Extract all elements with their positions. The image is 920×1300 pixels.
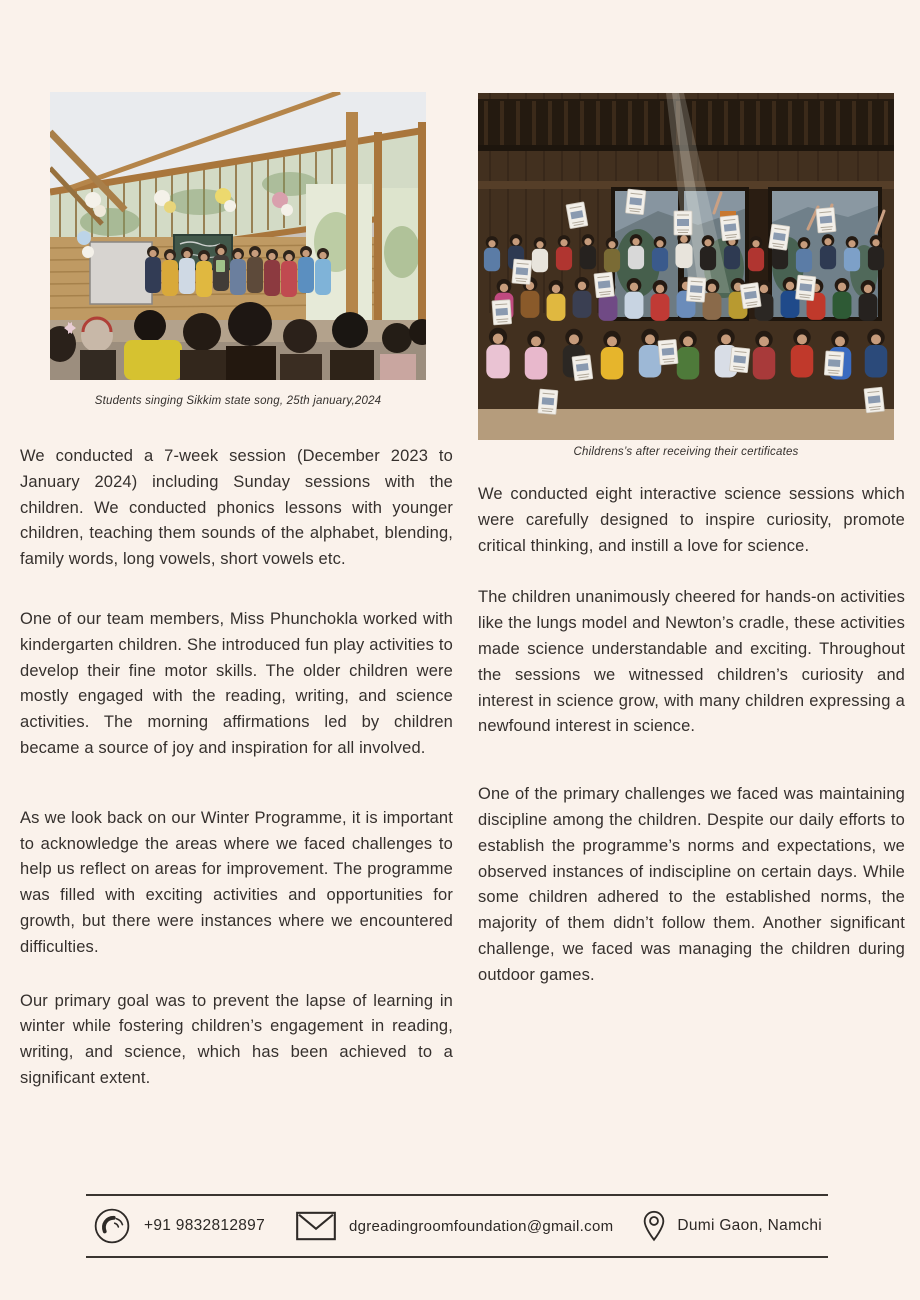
paragraph: The children unanimously cheered for hands-on activities like the lungs model and Newton’s cradle, these activities made science understandable and exciting. Throughout the sessions we witnessed children’s curiosity and interest in science grow, with many children expressing a newfound interest in science. — [478, 588, 905, 736]
left-text-column — [20, 444, 453, 1092]
paragraph: Our primary goal was to prevent the lapse of learning in winter while fostering children’s engagement in reading, writing, and science, which has been achieved to a significant extent. — [20, 991, 453, 1087]
phone-icon — [92, 1206, 132, 1246]
certificates-group-illustration — [478, 93, 894, 440]
students-singing-illustration — [50, 92, 426, 380]
paragraph: As we look back on our Winter Programme, it is important to acknowledge the areas where we faced challenges to help us reflect on areas for improvement. The programme was filled with exciting activities and opportunities for growth, but there were instances where we encountered difficulties. — [20, 808, 453, 956]
email-contact — [295, 1210, 613, 1242]
paragraph: We conducted a 7-week session (December 2023 to January 2024) including Sunday sessions with the children. We conducted phonics lessons with younger children, teaching them sounds of the alphabet, blending, family words, long vowels, short vowels etc. — [20, 447, 453, 569]
mail-icon — [295, 1210, 337, 1242]
students-singing-photo — [50, 92, 426, 380]
contact-footer — [86, 1194, 828, 1258]
certificates-group-photo — [478, 93, 894, 440]
paragraph: One of the primary challenges we faced was maintaining discipline among the children. Despite our daily efforts to establish the programme’s norms and expectations, we observed instances of indiscipline on certain days. While some children adhered to the established norms, the majority of them didn’t follow them. Another significant challenge, we faced was managing the children during outdoor games. — [478, 785, 905, 984]
right-text-column — [478, 482, 905, 989]
location-text: Dumi Gaon, Namchi — [677, 1217, 822, 1234]
phone-contact — [92, 1206, 265, 1246]
photo-caption: Childrens’s after receiving their certificates — [573, 446, 799, 458]
email-address: dgreadingroomfoundation@gmail.com — [348, 1217, 614, 1235]
paragraph: One of our team members, Miss Phunchokla worked with kindergarten children. She introduced fun play activities to develop their fine motor skills. The older children were mostly engaged with the reading, writing, and science activities. The morning affirmations led by children became a source of joy and inspiration for all involved. — [20, 609, 453, 757]
photo-caption: Students singing Sikkim state song, 25th january,2024 — [94, 395, 382, 407]
phone-number: +91 9832812897 — [144, 1217, 266, 1234]
location-pin-icon — [643, 1210, 665, 1242]
paragraph: We conducted eight interactive science sessions which were carefully designed to inspire curiosity, promote critical thinking, and instill a love for science. — [478, 485, 905, 555]
location-contact — [643, 1210, 822, 1242]
